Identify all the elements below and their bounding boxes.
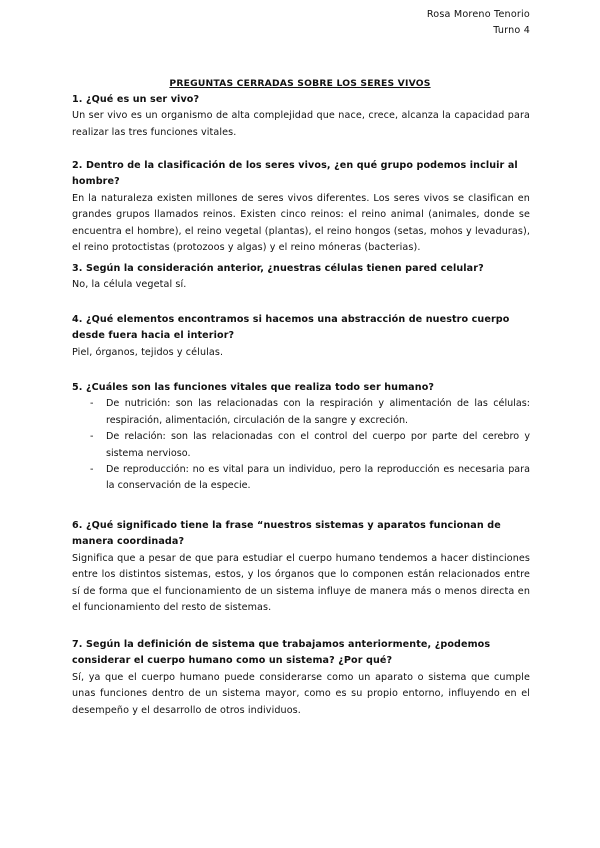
bullet-text-nutrition: De nutrición: son las relacionadas con la respiración y alimentación de las células: respiración, alimentación, circulación de la sangre y excreción. — [106, 398, 530, 426]
answer-6: Significa que a pesar de que para estudiar el cuerpo humano tendemos a hacer distinciones entre los distintos sistemas, estos, y los órganos que lo componen están relacionados entre sí de forma que el funcionamiento de un sistema influye de manera más o menos directa en el funcionamiento del resto de sistemas. — [72, 552, 530, 614]
list-item — [72, 429, 530, 462]
page-header — [427, 7, 530, 39]
question-block-3 — [72, 261, 530, 294]
list-item — [72, 396, 530, 429]
author-name: Rosa Moreno Tenorio — [426, 9, 530, 20]
question-5: 5. ¿Cuáles son las funciones vitales que realiza todo ser humano? — [72, 382, 435, 393]
dash-bullet: - — [90, 398, 94, 410]
question-block-5 — [72, 380, 530, 495]
document-title: PREGUNTAS CERRADAS SOBRE LOS SERES VIVOS — [169, 78, 431, 89]
question-6: 6. ¿Qué significado tiene la frase “nuestros sistemas y aparatos funcionan de manera coordinada? — [72, 520, 501, 548]
vital-functions-list — [72, 396, 530, 494]
question-3: 3. Según la consideración anterior, ¿nuestras células tienen pared celular? — [72, 263, 484, 274]
question-block-6 — [72, 518, 530, 616]
question-1: 1. ¿Qué es un ser vivo? — [72, 94, 200, 105]
bullet-text-relation: De relación: son las relacionadas con el control del cuerpo por parte del cerebro y sistema nervioso. — [106, 431, 530, 459]
answer-1: Un ser vivo es un organismo de alta complejidad que nace, crece, alcanza la capacidad para realizar las tres funciones vitales. — [72, 110, 530, 138]
dash-bullet: - — [90, 431, 94, 443]
answer-3: No, la célula vegetal sí. — [72, 279, 187, 291]
question-block-1 — [72, 92, 530, 141]
list-item — [72, 462, 530, 495]
answer-2: En la naturaleza existen millones de seres vivos diferentes. Los seres vivos se clasifican en grandes grupos llamados reinos. Existen cinco reinos: el reino animal (animales, donde se encuentra el hombre), el reino vegetal (plantas), el reino hongos (setas, mohos y levaduras), el reino protoctistas (protozoos y algas) y el reino móneras (bacterias). — [72, 192, 530, 254]
answer-4: Piel, órganos, tejidos y células. — [72, 346, 224, 358]
group-label: Turno 4 — [493, 25, 530, 36]
bullet-text-reproduction: De reproducción: no es vital para un individuo, pero la reproducción es necesaria para la conservación de la especie. — [106, 464, 530, 492]
question-4: 4. ¿Qué elementos encontramos si hacemos una abstracción de nuestro cuerpo desde fuera hacia el interior? — [72, 314, 510, 342]
answer-7: Sí, ya que el cuerpo humano puede considerarse como un aparato o sistema que cumple unas funciones dentro de un sistema mayor, como es su propio entorno, influyendo en el desempeño y el desarrollo de otros individuos. — [72, 671, 530, 716]
question-7: 7. Según la definición de sistema que trabajamos anteriormente, ¿podemos considerar el cuerpo humano como un sistema? ¿Por qué? — [72, 639, 491, 667]
question-block-7 — [72, 637, 530, 719]
dash-bullet: - — [90, 464, 94, 476]
question-2: 2. Dentro de la clasificación de los seres vivos, ¿en qué grupo podemos incluir al hombre? — [72, 160, 518, 188]
question-block-4 — [72, 312, 530, 361]
question-block-2 — [72, 158, 530, 256]
